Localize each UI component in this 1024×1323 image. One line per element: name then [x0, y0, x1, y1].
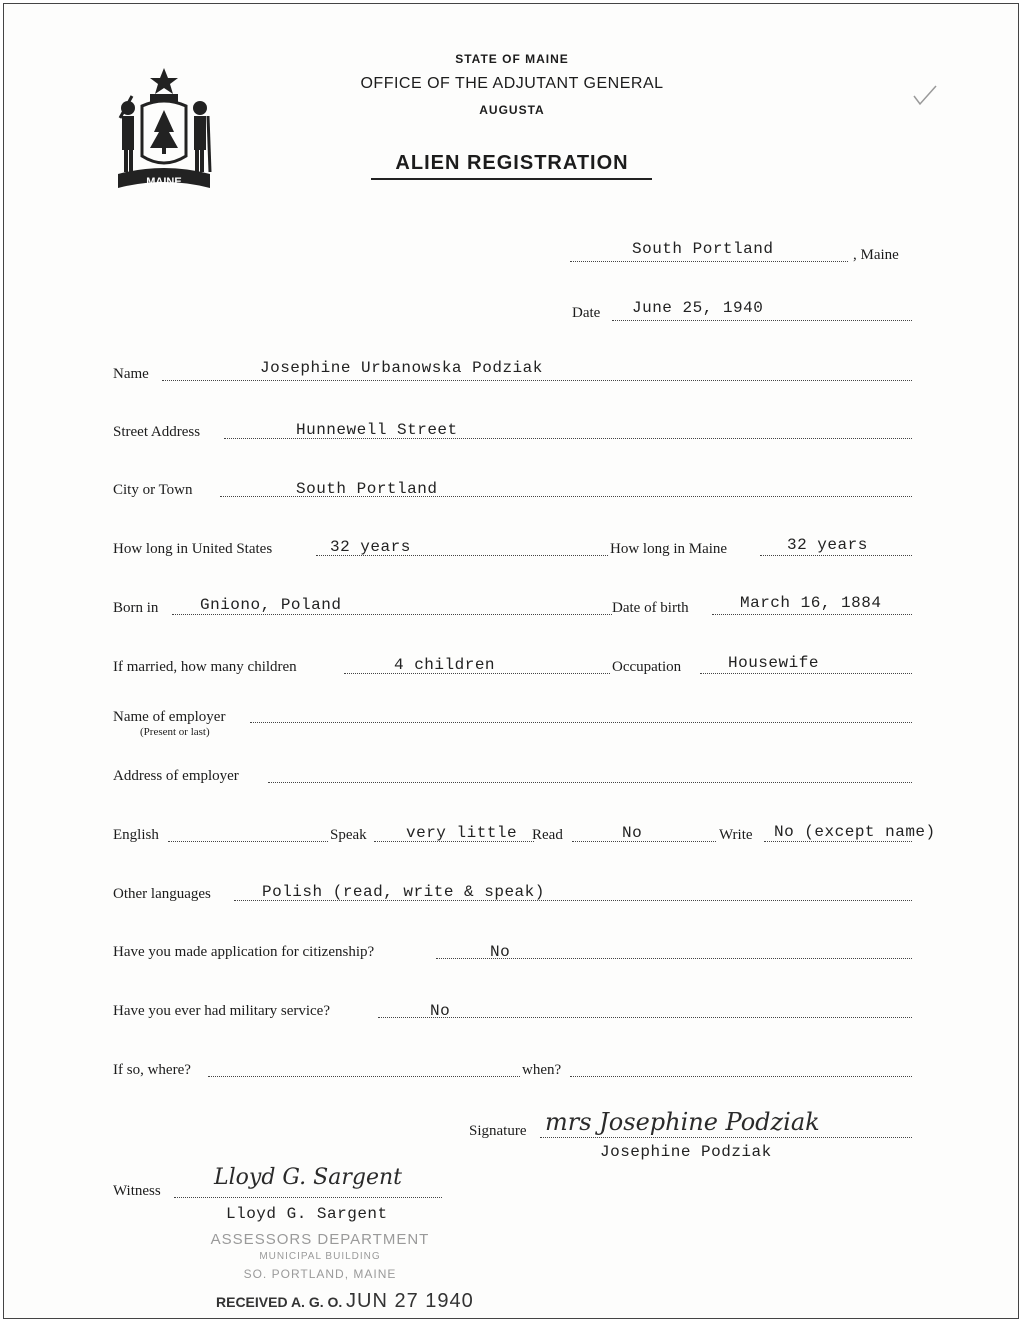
- read-line: [572, 841, 716, 842]
- military-label: Have you ever had military service?: [113, 1003, 330, 1019]
- date-line: [612, 320, 912, 321]
- name-value[interactable]: Josephine Urbanowska Podziak: [260, 359, 543, 377]
- header-office: OFFICE OF THE ADJUTANT GENERAL: [360, 75, 664, 92]
- where-line[interactable]: [208, 1076, 520, 1077]
- location-line: [570, 261, 848, 262]
- location-town[interactable]: South Portland: [632, 240, 774, 258]
- name-label: Name: [113, 366, 149, 382]
- employer-address-label: Address of employer: [113, 768, 239, 784]
- form-title: ALIEN REGISTRATION: [395, 152, 629, 174]
- location-state-label: , Maine: [853, 247, 899, 263]
- signature-line: [540, 1137, 912, 1138]
- me-duration-value[interactable]: 32 years: [787, 536, 868, 554]
- date-value[interactable]: June 25, 1940: [632, 299, 764, 317]
- dob-value[interactable]: March 16, 1884: [740, 594, 882, 612]
- other-languages-value[interactable]: Polish (read, write & speak): [262, 883, 545, 901]
- children-value[interactable]: 4 children: [394, 656, 496, 674]
- signature-handwritten[interactable]: mrs Josephine Podziak: [545, 1108, 820, 1136]
- other-languages-label: Other languages: [113, 886, 211, 902]
- signature-typed: Josephine Podziak: [600, 1143, 772, 1161]
- city-label: City or Town: [113, 482, 193, 498]
- city-value[interactable]: South Portland: [296, 480, 438, 498]
- witness-handwritten[interactable]: Lloyd G. Sargent: [214, 1165, 402, 1190]
- me-duration-label: How long in Maine: [610, 541, 728, 557]
- born-in-line: [172, 614, 612, 615]
- dob-label: Date of birth: [612, 600, 689, 616]
- svg-text:MAINE: MAINE: [146, 176, 182, 188]
- date-label: Date: [572, 305, 601, 321]
- street-value[interactable]: Hunnewell Street: [296, 421, 458, 439]
- born-in-label: Born in: [113, 600, 159, 616]
- speak-label: Speak: [330, 827, 367, 843]
- citizenship-label: Have you made application for citizenship?: [113, 944, 375, 960]
- english-line: [168, 841, 328, 842]
- received-date: JUN 27 1940: [346, 1290, 474, 1312]
- received-prefix: RECEIVED A. G. O.: [216, 1294, 343, 1310]
- witness-line: [174, 1197, 442, 1198]
- when-label: when?: [522, 1062, 562, 1078]
- employer-address-line[interactable]: [268, 782, 912, 783]
- military-value[interactable]: No: [430, 1002, 451, 1020]
- witness-typed: Lloyd G. Sargent: [226, 1205, 388, 1223]
- witness-label: Witness: [113, 1183, 161, 1199]
- english-label: English: [113, 827, 159, 843]
- header-city: AUGUSTA: [479, 103, 545, 117]
- write-line: [764, 841, 912, 842]
- us-duration-value[interactable]: 32 years: [330, 538, 411, 556]
- read-value[interactable]: No: [622, 824, 643, 842]
- employer-line[interactable]: [250, 722, 912, 723]
- employer-label: Name of employer: [113, 709, 226, 725]
- employer-sublabel: (Present or last): [140, 726, 210, 738]
- signature-label: Signature: [469, 1123, 527, 1139]
- born-in-value[interactable]: Gniono, Poland: [200, 596, 342, 614]
- stamp-line2: MUNICIPAL BUILDING: [259, 1251, 381, 1262]
- street-label: Street Address: [113, 424, 201, 440]
- occupation-line: [700, 673, 912, 674]
- name-line: [162, 380, 912, 381]
- me-duration-line: [760, 555, 912, 556]
- speak-value[interactable]: very little: [406, 824, 518, 842]
- children-label: If married, how many children: [113, 659, 297, 675]
- occupation-label: Occupation: [612, 659, 682, 675]
- write-label: Write: [719, 827, 753, 843]
- stamp-line1: ASSESSORS DEPARTMENT: [210, 1231, 430, 1248]
- where-label: If so, where?: [113, 1062, 191, 1078]
- military-line: [378, 1017, 912, 1018]
- dob-line: [712, 614, 912, 615]
- header-state: STATE OF MAINE: [455, 52, 569, 66]
- when-line[interactable]: [570, 1076, 912, 1077]
- read-label: Read: [532, 827, 563, 843]
- occupation-value[interactable]: Housewife: [728, 654, 819, 672]
- citizenship-value[interactable]: No: [490, 943, 511, 961]
- title-underline: [371, 178, 652, 180]
- us-duration-label: How long in United States: [113, 541, 273, 557]
- stamp-line3: SO. PORTLAND, MAINE: [243, 1267, 397, 1281]
- write-value[interactable]: No (except name): [774, 823, 936, 841]
